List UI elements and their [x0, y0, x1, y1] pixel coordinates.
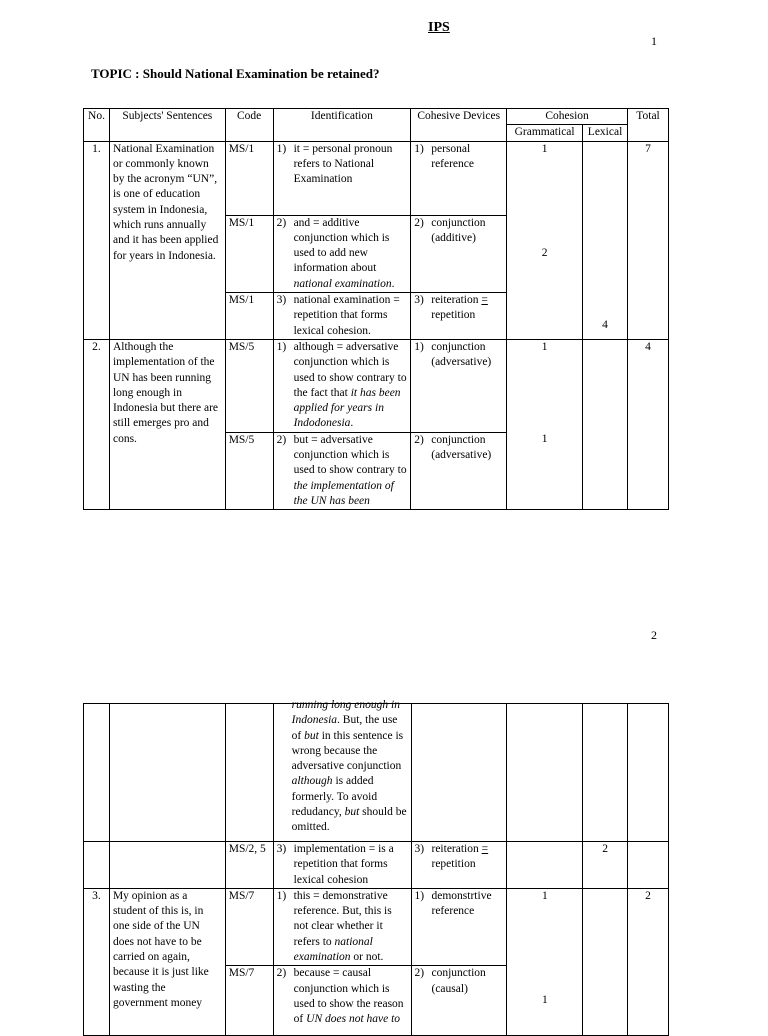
device-cell: 2) conjunction (additive): [411, 215, 507, 292]
grammatical-cell: 1: [507, 432, 583, 509]
identification-cell: 1) it = personal pronoun refers to National Examination: [273, 141, 411, 215]
identification-cell: 2) but = adversative conjunction which is used to show contrary to the implementation of the UN has been: [273, 432, 411, 509]
code-cell: MS/7: [225, 888, 273, 965]
col-header-lexical: Lexical: [583, 125, 628, 141]
device-cell: 2) conjunction (adversative): [411, 432, 507, 509]
subject-sentence: National Examination or commonly known by the acronym “UN”, is one of education system in Indonesia, which runs annually and it has been applied for years in Indonesia.: [109, 141, 225, 339]
page-number: 2: [651, 628, 657, 642]
col-header-grammatical: Grammatical: [507, 125, 583, 141]
identification-cell: 3) implementation = is a repetition that forms lexical cohesion: [273, 842, 411, 889]
lexical-cell: 2: [583, 842, 628, 889]
identification-cell: 1) although = adversative conjunction which is used to show contrary to the fact that it has been applied for years in Indodonesia.: [273, 339, 411, 432]
subject-sentence: Although the implementation of the UN has been running long enough in Indonesia but there are still emerges pro and cons.: [109, 339, 225, 509]
grammatical-cell: 1: [507, 888, 583, 965]
grammatical-cell: 2: [507, 215, 583, 292]
col-header-devices: Cohesive Devices: [411, 109, 507, 142]
device-cell: 2) conjunction (causal): [411, 966, 507, 1036]
code-cell: MS/1: [225, 141, 273, 215]
grammatical-cell: 1: [507, 141, 583, 215]
lexical-cell: [583, 339, 628, 509]
page-header: IPS: [428, 20, 450, 35]
col-header-sentences: Subjects' Sentences: [109, 109, 225, 142]
device-cell: 1) conjunction (adversative): [411, 339, 507, 432]
cohesion-table-page1: [83, 108, 669, 510]
grammatical-cell: 1: [507, 966, 583, 1036]
grammatical-cell-empty: [507, 293, 583, 340]
code-cell: MS/7: [225, 966, 273, 1036]
subject-sentence: My opinion as a student of this is, in one side of the UN does not have to be carried on again, because it is just like wasting the government money: [109, 888, 225, 1035]
identification-cell: 2) because = causal conjunction which is used to show the reason of UN does not have to: [273, 966, 411, 1036]
col-header-total: Total: [628, 109, 669, 142]
device-cell: 3) reiteration = repetition: [411, 842, 507, 889]
total-cell: 7: [628, 141, 669, 339]
col-header-code: Code: [225, 109, 273, 142]
lexical-cell: [583, 888, 628, 1035]
total-cell: 2: [628, 888, 669, 1035]
identification-cell: 1) this = demonstrative reference. But, this is not clear whether it refers to national examination or not.: [273, 888, 411, 965]
row-number: 1.: [84, 141, 110, 339]
code-cell: MS/1: [225, 215, 273, 292]
code-cell: MS/2, 5: [225, 842, 273, 889]
device-cell: 1) personal reference: [411, 141, 507, 215]
cohesion-table-page2: [83, 699, 669, 1036]
row-number: 2.: [84, 339, 110, 509]
row-number: 3.: [84, 888, 110, 1035]
topic-title: TOPIC : Should National Examination be retained?: [91, 66, 380, 81]
code-cell: MS/1: [225, 293, 273, 340]
identification-cell: 2) and = additive conjunction which is used to add new information about national examination.: [273, 215, 411, 292]
device-cell: 3) reiteration = repetition: [411, 293, 507, 340]
col-header-no: No.: [84, 109, 110, 142]
identification-continuation: running long enough in Indonesia. But, the use of but in this sentence is wrong because the adversative conjunction although is added formerly. To avoid redudancy, but should be omitted.: [273, 704, 411, 842]
col-header-cohesion: Cohesion: [507, 109, 628, 125]
col-header-identification: Identification: [273, 109, 411, 142]
page-number: 1: [651, 34, 657, 48]
identification-cell: 3) national examination = repetition that forms lexical cohesion.: [273, 293, 411, 340]
code-cell: MS/5: [225, 339, 273, 432]
total-cell: 4: [628, 339, 669, 509]
device-cell: 1) demonstrtive reference: [411, 888, 507, 965]
grammatical-cell: 1: [507, 339, 583, 432]
lexical-cell: 4: [583, 141, 628, 339]
code-cell: MS/5: [225, 432, 273, 509]
